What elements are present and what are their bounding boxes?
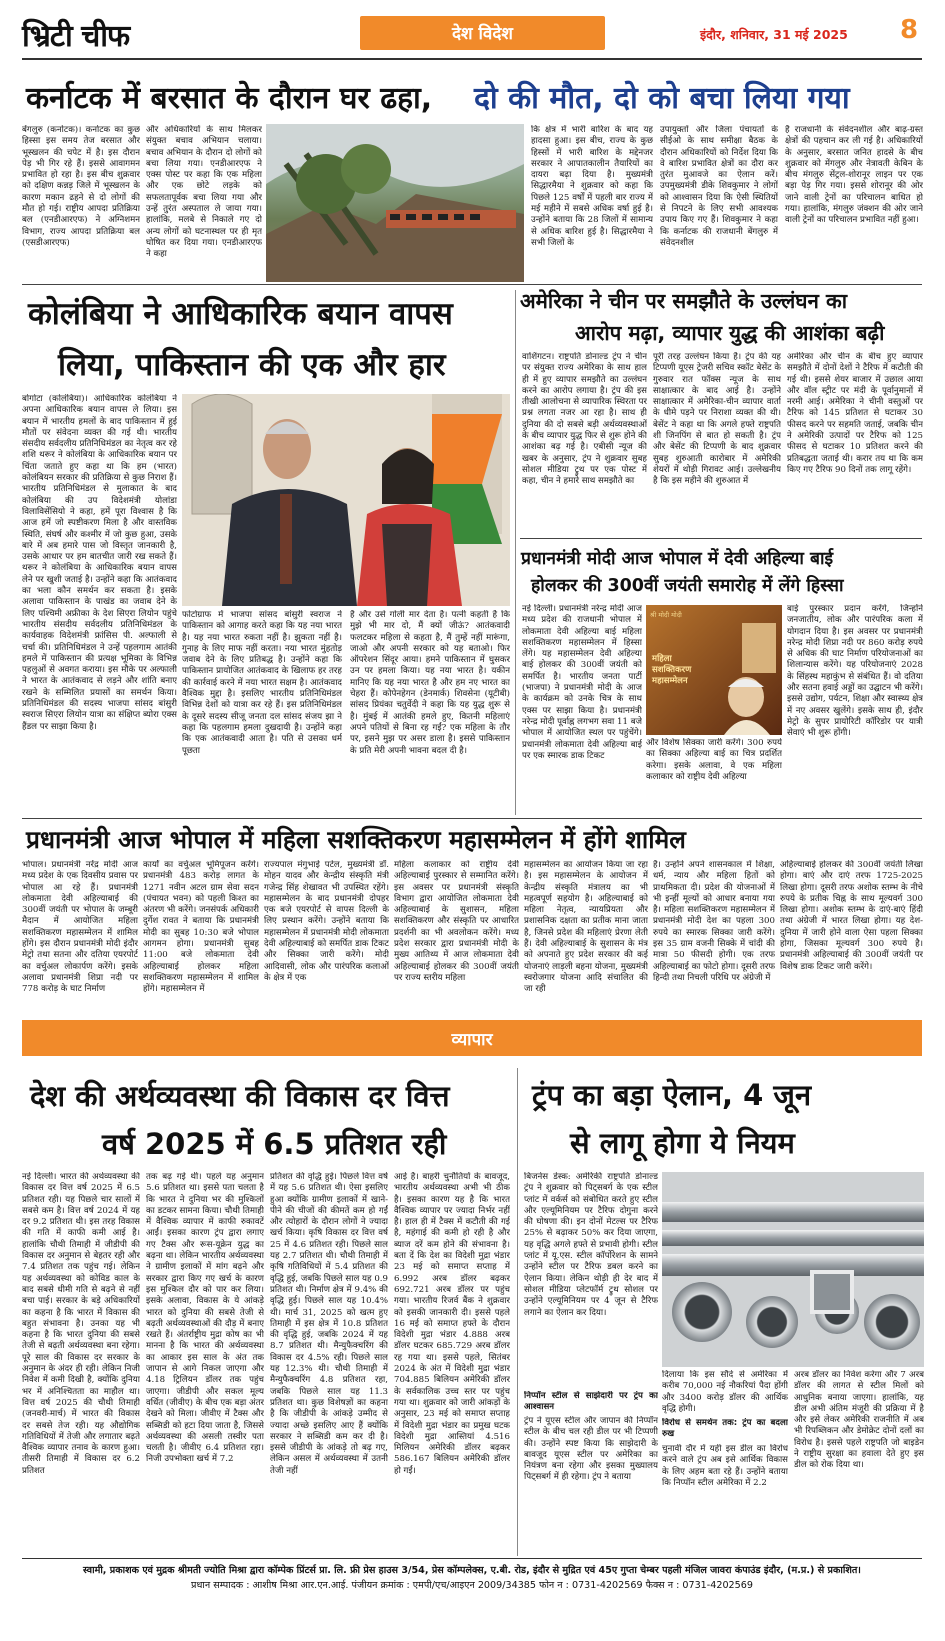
a1-col2: और अधिकारियों के साथ मिलकर संयुक्त बचाव अभियान चलाया। बचाव अभियान के दौरान दो लोगों को बचा लिया गया। एनडीआरएफ ने एक्स पोस्ट पर कहा कि एक महिला और एक छोटे लड़के को सफलतापूर्वक बचा लिया गया और उन्हें तुरंत अस्पताल ले जाया गया। हालांकि, मलबे से निकाले गए दो अन्य लोगों को घटनास्थल पर ही मृत घोषित कर दिया गया। एनडीआरएफ ने कहा [146,125,262,260]
a4-headline-line1: प्रधानमंत्री मोदी आज भोपाल में देवी अहिल्या बाई [521,549,834,569]
a5-col2: कार्यों का वर्चुअल भूमिपूजन करेंगे। प्रधानमंत्री 483 करोड़ लागत के 1271 नवीन अटल ग्राम सेवा सदन (पंचायत भवन) को पहली किश्त का अंतरण भी करेंगे। जनसंपर्क अधिकारी दुर्गेश रावत ने बताया कि प्रधानमंत्री मोदी का सुबह 10:30 बजे भोपाल आगमन होगा। प्रधानमंत्री सुबह 11:00 बजे लोकमाता देवी अहिल्याबाई होलकर महिला सशक्तिकरण महासम्मेलन में शामिल होंगे। महासम्मेलन में [143,860,259,995]
steel-pipes-photo [662,1172,924,1367]
a6-col4: आई है। बाहरी चुनौतियों के बावजूद, भारतीय अर्थव्यवस्था अभी भी ठीक है। इसका कारण यह है कि भारत वैश्विक व्यापार पर ज्यादा निर्भर नहीं है। हाल ही में टैक्स में कटौती की गई है, महंगाई की कमी हो रही है और ब्याज दरें कम होने की संभावना है। बता दें कि देश का विदेशी मुद्रा भंडार 23 मई को समाप्त सप्ताह में 6.992 अरब डॉलर बढ़कर 692.721 अरब डॉलर पर पहुंच गया। भारतीय रिजर्व बैंक ने शुक्रवार को इसकी जानकारी दी। इससे पहले 16 मई को समाप्त हफ्ते के दौरान विदेशी मुद्रा भंडार 4.888 अरब डॉलर घटकर 685.729 अरब डॉलर रह गया था। इससे पहले, सितंबर 2024 के अंत में विदेशी मुद्रा भंडार 704.885 बिलियन अमेरिकी डॉलर के सर्वकालिक उच्च स्तर पर पहुंच गया था। शुक्रवार को जारी आंकड़ों के अनुसार, 23 मई को समाप्त सप्ताह में विदेशी मुद्रा भंडार का प्रमुख घटक विदेशी मुद्रा आस्तियां 4.516 मिलियन अमेरिकी डॉलर बढ़कर 586.167 बिलियन अमेरिकी डॉलर हो गईं। [394,1172,510,1476]
a5-col7: अहिल्याबाई होलकर की 300वीं जयंती लिखा होगा। बाएं और दाएं तरफ 1725-2025 लिखा होगा। दूसरी तरफ अशोक स्तम्भ के नीचे रुपये के प्रतीक चिह्न के साथ मूल्यवर्ग 300 लिखा होगा। अशोक स्तम्भ के दाएं-बाएं हिंदी तथा अंग्रेजी में भारत लिखा होगा। यह देश-दुनिया में जारी होने वाला ऐसा पहला सिक्का होगा, जिसका मूल्यवर्ग 300 रुपये है। प्रधानमंत्री अहिल्याबाई की 300वीं जयंती पर विशेष डाक टिकट जारी करेंगे। [780,860,923,972]
imprint-line-2: प्रधान सम्पादक : आशीष मिश्रा आर.एन.आई. पंजीयन क्रमांक : एमपी/एच/आइएन 2009/34385 फोन न : 0731-4202569 फैक्स न : 0731-4202569 [191,1580,753,1591]
a2-headline-line1: कोलंबिया ने आधिकारिक बयान वापस [28,296,453,332]
delegation-photo [182,394,510,606]
business-band-title: व्यापार [451,1030,493,1050]
footer-rule [22,1558,922,1559]
a5-col4: महिला कलाकार को राष्ट्रीय देवी अहिल्याबाई पुरस्कार से सम्मानित करेंगे। इस अवसर पर प्रधानमंत्री संस्कृति विभाग द्वारा आयोजित लोकमाता देवी अहिल्याबाई के सुशासन, महिला सशक्तिकरण और संस्कृति पर आधारित प्रदर्शनी का भी अवलोकन करेंगे। मध्य प्रदेश सरकार द्वारा प्रधानमंत्री मोदी के मुख्य आतिथ्य में आज लोकमाता देवी अहिल्याबाई होलकर की 300वीं जयंती पर राज्य स्तरीय महिला [394,860,519,983]
a3-col2: पूरी तरह उल्लंघन किया है। ट्रंप की यह टिप्पणी यूएस ट्रेजरी सचिव स्कॉट बेसेंट के गुरुवार रात फॉक्स न्यूज के साथ साक्षात्कार के बाद आई है। उन्होंने साक्षात्कार में अमेरिका-चीन व्यापार वार्ता के धीमे पड़ने पर निराशा व्यक्त की थी। बेसेंट ने कहा था कि अगले हफ्ते राष्ट्रपति शी जिनपिंग से बात हो सकती है। ट्रंप और बेसेंट की टिप्पणी के बाद शुक्रवार सुबह शुरुआती कारोबार में अमेरिकी शेयरों में थोड़ी गिरावट आई। उल्लेखनीय है कि इस महीने की शुरुआत में [653,352,781,487]
masthead: भ्रिटी चीफ [22,19,130,54]
a1-headline-black: कर्नाटक में बरसात के दौरान घर ढहा, [26,81,433,116]
a2-col3: है और उसे गोली मार देता है। पत्नी कहती है कि मुझे भी मार दो, मैं क्यों जीऊं? आतंकवादी फलटकर महिला से कहता है, मैं तुम्हें नहीं मारूंगा, जाओ और अपनी सरकार को यह बताओ। फिर ऑपरेशन सिंदूर आया। हमने पाकिस्तान में घुसकर उन पर हमला किया। यह नया भारत है। यकीन मानिए कि यह नया भारत है और हम नए भारत का चेहरा हैं। कोपेनहेगन (डेनमार्क) शिवसेना (यूटीबी) सांसद प्रियंका चतुर्वेदी ने कहा कि यह युद्ध शुरू से है। मुंबई में आतंकी हमले हुए, कितनी महिलाएं अपने पतियों से बिना रह गईं? एक महिला के तौर पर, इसने मुझ पर असर डाला है। इससे पाकिस्तान के प्रति मेरी अपनी भावना बदल दी है। [350,610,510,756]
a6-col3: प्रतिशत की वृद्धि हुई। पिछले वित्त वर्ष में यह 5.6 प्रतिशत थी। ऐसा इसलिए हुआ क्योंकि ग्रामीण इलाकों में खाने-पीने की चीजों की कीमतें कम हो गईं और त्योहारों के दौरान लोगों ने ज्यादा खर्च किया। कृषि विकास दर वित्त वर्ष 25 में 4.6 प्रतिशत रही। पिछले साल यह 2.7 प्रतिशत थी। चौथी तिमाही में कृषि गतिविधियों में 5.4 प्रतिशत की वृद्धि हुई, जबकि पिछले साल यह 0.9 प्रतिशत थी। निर्माण क्षेत्र में 9.4% की वृद्धि हुई। पिछले साल यह 10.4% थी। मार्च 31, 2025 को खत्म हुए तिमाही में इस क्षेत्र में 10.8 प्रतिशत की वृद्धि हुई, जबकि 2024 में यह 8.7 प्रतिशत थी। मैन्युफैक्चरिंग की विकास दर 4.5% रही। पिछले साल यह 12.3% थी। चौथी तिमाही में मैन्युफैक्चरिंग 4.8 प्रतिशत रहा, जबकि पिछले साल यह 11.3 प्रतिशत था। कुछ विशेषज्ञों का कहना है कि जीडीपी के आंकड़े उम्मीद से ज्यादा अच्छे इसलिए आए हैं क्योंकि सरकार ने सब्सिडी कम कर दी है। इससे जीडीपी के आंकड़े तो बढ़ गए, लेकिन असल में अर्थव्यवस्था में उतनी तेजी नहीं [270,1172,388,1476]
a2-col1: बोगोटा (कोलंबिया)। आधिकारिक कोलंबिया ने अपना आधिकारिक बयान वापस ले लिया। इस बयान में भारतीय हमलों के बाद पाकिस्तान में हुई मौतों पर संवेदना व्यक्त की गई थी। भारतीय संसदीय सर्वदलीय प्रतिनिधिमंडल का नेतृत्व कर रहे शशि थरूर ने कोलंबिया के आधिकारिक बयान पर चिंता जताते हुए कहा था कि हम (भारत) कोलंबियन सरकार की प्रतिक्रिया से कुछ निराश हैं। भारतीय प्रतिनिधिमंडल से मुलाकात के बाद कोलंबिया की उप विदेशमंत्री योलांडा विलाविसेंसियो ने कहा, हमें पूरा विश्वास है कि आज हमें जो स्पष्टीकरण मिला है और वास्तविक स्थिति, संघर्ष और कश्मीर में जो कुछ हुआ, उसके बारे में अब हमारे पास जो विस्तृत जानकारी है, उसके आधार पर हम बातचीत जारी रख सकते हैं। थरूर ने कोलंबिया के आधिकारिक बयान वापस लेने पर खुशी जताई है। उन्होंने कहा कि आतंकवाद का भला कौन समर्थन कर सकता है। इसके अलावा पाकिस्तान के पाखंड का जवाब देने के लिए पश्चिमी अफ्रीका के देश सिएरा लियोन पहुंचे भारतीय संसदीय सर्वदलीय प्रतिनिधिमंडल के कार्यवाहक विदेशमंत्री फ्रांसिस पी. अल्फाली से चर्चा की। प्रतिनिधिमंडल ने उन्हें पहलगाम आतंकी हमले में पाकिस्तान की प्रत्यक्ष भूमिका के विभिन्न पहलुओं से अवगत कराया। इस मौके पर अल्फाली ने भारत के आतंकवाद से लड़ने और शांति बनाए रखने के सम्मिलित प्रयासों का समर्थन किया। प्रतिनिधिमंडल की सदस्य भाजपा सांसद बांसुरी स्वराज सिएरा लियोन यात्रा का संक्षिप्त ब्योरा एक्स हैंडल पर साझा किया है। [22,394,177,732]
a3-col1: वाशिंगटन। राष्ट्रपति डोनाल्ड ट्रंप ने चीन पर संयुक्त राज्य अमेरिका के साथ हाल ही में हुए व्यापार समझौते का उल्लंघन करने का आरोप लगाया है। ट्रंप की इस तीखी आलोचना से व्यापारिक स्थिरता पर प्रश्न लगता नजर आ रहा है। साथ ही दुनिया की दो सबसे बड़ी अर्थव्यवस्थाओं के बीच व्यापार युद्ध फिर से शुरू होने की आशंका बढ़ गई है। एबीसी न्यूज की खबर के अनुसार, ट्रंप ने शुक्रवार सुबह सोशल मीडिया ट्रुथ पर एक पोस्ट में कहा, चीन ने हमारे साथ समझौते का [522,352,647,487]
page-number: 8 [900,15,919,45]
a7-col1: बिजनेस डेस्क: अमेरिकी राष्ट्रपति डोनाल्ड ट्रंप ने शुक्रवार को पिट्सबर्ग के एक स्टील प्लांट में वर्कर्स को संबोधित करते हुए स्टील और एल्यूमिनियम पर टैरिफ दोगुना करने की घोषणा की। इन दोनों मेटल्स पर टैरिफ 25% से बढ़ाकर 50% कर दिया जाएगा, यह वृद्धि अगले हफ्ते से प्रभावी होगी। स्टील प्लांट में यू.एस. स्टील कॉर्पोरेशन के सामने उन्होंने स्टील पर टैरिफ डबल करने का ऐलान किया। लेकिन थोड़ी ही देर बाद में सोशल मीडिया प्लेटफॉर्म ट्रुथ सोशल पर उन्होंने एल्यूमिनियम पर 4 जून से टैरिफ लगाने का ऐलान कर दिया। [524,1172,658,1318]
a5-col5: महासम्मेलन का आयोजन किया जा रहा है। इस महासम्मेलन के आयोजन में केन्द्रीय संस्कृति मंत्रालय का भी महत्वपूर्ण सहयोग है। अहिल्याबाई को महिला नेतृत्व, न्यायप्रियता और प्रशासनिक दक्षता का प्रतीक माना जाता है, जिनसे प्रदेश की महिलाएं प्रेरणा लेती हैं। देवी अहिल्याबाई के सुशासन के मंत्र को अपनाते हुए प्रदेश सरकार की कई योजनाएं लाड़ली बहना योजना, मुख्यमंत्री स्वरोजगार योजना आदि संचालित की जा रही [524,860,648,995]
a1-col5: है राजधानी के संवेदनशील और बाढ़-ग्रस्त क्षेत्रों की पहचान कर ली गई है। अधिकारियों के अनुसार, बरसात जनित हादसे के बीच शुक्रवार को मेंगलुरु और नेत्रावती केबिन के बीच मंगलुरु सेंट्रल-शोरानूर लाइन पर एक बड़ा पेड़ गिर गया। इससे शोरानूर की ओर जाने वाली ट्रेनों का परिचालन बाधित हो गया। हालांकि, मंगलुरु जंक्शन की ओर जाने वाली ट्रेनों का परिचालन प्रभावित नहीं हुआ। [785,125,923,226]
a2-col2: फोटोग्राफ में भाजपा सांसद बांसुरी स्वराज ने पाकिस्तान को आगाह करते कहा कि यह नया भारत है। यह नया भारत रुकता नहीं है। झुकता नहीं है। गुनाह के लिए माफ नहीं करता। नया भारत मुंहतोड़ जवाब देने के लिए प्रतिबद्ध है। उन्होंने कहा कि पाकिस्तान प्रायोजित आतंकवाद के खिलाफ हर तरह की कार्रवाई करने में नया भारत सक्षम है। आतंकवाद वैश्विक मुद्दा है। इसलिए भारतीय प्रतिनिधिमंडल विभिन्न देशों को यात्रा कर रहे हैं। इस प्रतिनिधिमंडल के दूसरे सदस्य सीजू जनता दल सांसद संजय झा ने कहा कि पहलगाम हमला दुखदायी है। उन्होंने कहा कि एक आतंकवादी आता है। पति से उसका धर्म पूछता [182,610,342,756]
divider [515,290,516,815]
divider [22,818,922,819]
a7-col2: दिलाया कि इस सौदे से अमेरिका में करीब 70,000 नई नौकरियां पैदा होंगी और 3400 करोड़ डॉलर की आर्थिक वृद्धि होगी। [662,1370,788,1414]
a6-col2: तक बढ़ गई थी। पहले यह अनुमान 5.6 प्रतिशत था। इससे पता चलता है कि भारत ने दुनिया भर की मुश्किलों का डटकर सामना किया। चौथी तिमाही में वैश्विक व्यापार में काफी रुकावटें आईं। इसका कारण ट्रंप द्वारा लगाए गए टैक्स और रूस-यूक्रेन युद्ध का बढ़ना था। लेकिन भारतीय अर्थव्यवस्था ने ग्रामीण इलाकों में मांग बढ़ने और सरकार द्वारा किए गए खर्च के कारण इस मुश्किल दौर को पार कर लिया। इसके अलावा, विकास के ये आंकड़े भारत को दुनिया की सबसे तेजी से बढ़ती अर्थव्यवस्थाओं की दौड़ में बनाए रखते हैं। अंतर्राष्ट्रीय मुद्रा कोष का भी मानना है कि भारत की अर्थव्यवस्था का आकार इस साल के अंत तक जापान से आगे निकल जाएगा और 4.18 ट्रिलियन डॉलर तक पहुंच जाएगा। जीडीपी और सकल मूल्य वर्धित (जीवीए) के बीच एक बड़ा अंतर देखने को मिला। जीवीए में टैक्स और सब्सिडी को हटा दिया जाता है, जिससे अर्थव्यवस्था की असली तस्वीर पता चलती है। जीवीए 6.4 प्रतिशत रहा। निजी उपभोक्ता खर्च में 7.2 [146,1172,264,1465]
a3-headline-line1: अमेरिका ने चीन पर समझौते के उल्लंघन का [520,289,848,313]
a5-col1: भोपाल। प्रधानमंत्री नरेंद्र मोदी आज मध्य प्रदेश के एक दिवसीय प्रवास पर भोपाल आ रहे हैं। प्रधानमंत्री लोकमाता देवी अहिल्याबाई की 300वीं जयंती पर भोपाल के जम्बूरी मैदान में आयोजित महिला सशक्तिकरण महासम्मेलन में शामिल होंगे। इस दौरान प्रधानमंत्री मोदी इंदौर मेट्रो तथा सतना और दतिया एयरपोर्ट का वर्चुअल लोकार्पण करेंगे। इसके अलावा प्रधानमंत्री शिप्रा नदी पर 778 करोड़ के घाट निर्माण [22,860,138,995]
divider [22,284,922,285]
poster-title: महिला सशक्तिकरण महासम्मेलन [652,654,692,686]
a6-headline-line2: वर्ष 2025 में 6.5 प्रतिशत रही [102,1127,447,1161]
a7-sub2: विरोध से समर्थन तक: ट्रंप का बदला रुख [662,1418,788,1440]
a4-col1: नई दिल्ली। प्रधानमंत्री नरेन्द्र मोदी आज मध्य प्रदेश की राजधानी भोपाल में लोकमाता देवी अहिल्या बाई महिला सशक्तिकरण महासम्मेलन में हिस्सा लेंगे। यह महासम्मेलन देवी अहिल्या बाई होलकर की 300वीं जयंती को समर्पित है। भारतीय जनता पार्टी (भाजपा) ने प्रधानमंत्री मोदी के आज के कार्यक्रम को उनके चित्र के साथ एक्स पर साझा किया है। प्रधानमंत्री नरेन्द्र मोदी पूर्वाह्न लगभग सवा 11 बजे भोपाल में आयोजित स्थल पर पहुंचेंगे। प्रधानमंत्री लोकमाता देवी अहिल्या बाई पर एक स्मारक डाक टिकट [522,604,642,761]
a7-col1b: ट्रंप ने यूएस स्टील और जापान की निप्पॉन स्टील के बीच चल रही डील पर भी टिप्पणी की। उन्होंने स्पष्ट किया कि साझेदारी के बावजूद यूएस स्टील पर अमेरिका का नियंत्रण बना रहेगा और इसका मुख्यालय पिट्सबर्ग में ही रहेगा। ट्रंप ने बताया [524,1416,658,1483]
divider [517,1068,518,1556]
a1-col3: कि क्षेत्र में भारी बारिश के बाद यह हादसा हुआ। इस बीच, राज्य के कुछ हिस्सों में भारी बारिश के मद्देनजर सरकार ने आपातकालीन तैयारियों का दायरा बढ़ा दिया है। मुख्यमंत्री सिद्धारमैया ने शुक्रवार को कहा कि पिछले 125 वर्षों में पहली बार राज्य में मई महीने में सबसे अधिक वर्षा हुई है। उन्होंने बताया कि 28 जिलों में सामान्य से अधिक बारिश हुई है। सिद्धारमैया ने सभी जिलों के [531,125,653,248]
a1-col1: बेंगलुरु (कर्नाटक)। कर्नाटक का कुछ हिस्सा इस समय तेज बरसात और भूस्खलन की चपेट में है। इस दौरान पेड़ भी गिर रहे हैं। इससे आवागमन प्रभावित हो रहा है। इस बीच शुक्रवार को दक्षिण कन्नड़ जिले में भूस्खलन के कारण मकान ढहने से दो लोगों की मौत हो गई। राष्ट्रीय आपदा प्रतिक्रिया बल (एनडीआरएफ) ने अग्निशमन विभाग, राज्य आपदा प्रतिक्रिया बल (एसडीआरएफ) [22,125,140,248]
a6-col1: नई दिल्ली। भारत की अर्थव्यवस्था की विकास दर वित्त वर्ष 2025 में 6.5 प्रतिशत रही। यह पिछले चार सालों में सबसे कम है। वित्त वर्ष 2024 में यह दर 9.2 प्रतिशत थी। इस तरह विकास की गति में काफी कमी आई है। हालांकि चौथी तिमाही में जीडीपी की विकास दर अनुमान से बेहतर रही और 7.4 प्रतिशत तक पहुंच गई। लेकिन यह अर्थव्यवस्था को कोविड काल के बाद सबसे धीमी गति से बढ़ने से नहीं बचा पाई। सरकार के बड़े अधिकारियों का कहना है कि भारत में विकास की बहुत संभावना है। उनका यह भी कहना है कि भारत दुनिया की सबसे तेजी से बढ़ती अर्थव्यवस्था बना रहेगा। पूरे साल की विकास दर सरकार के अनुमान के अंदर ही रही। लेकिन निजी निवेश में कमी दिखी है, क्योंकि दुनिया भर में अनिश्चितता का माहौल था। वित्त वर्ष 2025 की चौथी तिमाही (जनवरी-मार्च) में भारत की विकास दर सबसे तेज रही। यह औद्योगिक गतिविधियों में तेजी और लगातार बढ़ते वैश्विक व्यापार तनाव के कारण हुआ। तीसरी तिमाही में विकास दर 6.2 प्रतिशत [22,1172,140,1476]
a4-col3: बाई पुरस्कार प्रदान करेंगे, जिन्होंने जनजातीय, लोक और पारंपरिक कला में योगदान दिया है। इस अवसर पर प्रधानमंत्री नरेन्द्र मोदी शिप्रा नदी पर 860 करोड़ रुपये से अधिक की घाट निर्माण परियोजनाओं का शिलान्यास करेंगे। यह परियोजनाएं 2028 के सिंहस्थ महाकुंभ से संबंधित हैं। वो दतिया और सतना हवाई अड्डों का उद्घाटन भी करेंगे। इससे उद्योग, पर्यटन, शिक्षा और स्वास्थ्य क्षेत्र में नए अवसर खुलेंगे। इसके साथ ही, इंदौर मेट्रो के सुपर प्रायोरिटी कॉरिडोर पर यात्री सेवाएं भी शुरू होंगी। [787,604,923,739]
a1-headline-blue: दो की मौत, दो को बचा लिया गया [474,81,850,116]
landslide-photo [266,124,524,282]
a3-headline-line2: आरोप मढ़ा, व्यापार युद्ध की आशंका बढ़ी [575,321,885,345]
a7-col2b: चुनावी दौर में यही इस डील का विरोध करने वाले ट्रंप अब इसे आर्थिक विकास के लिए अहम बता रहे हैं। उन्होंने बताया कि निप्पॉन स्टील अमेरिका में 2.2 [662,1444,788,1488]
dateline: इंदौर, शनिवार, 31 मई 2025 [700,27,848,42]
a7-col3: अरब डॉलर का निवेश करेगा और 7 अरब डॉलर की लागत से स्टील मिलों को आधुनिक बनाया जाएगा। हालांकि, यह डील अभी अंतिम मंजूरी की प्रक्रिया में है और इसे लेकर अमेरिकी राजनीति में अब भी रिपब्लिकन और डेमोक्रेट दोनों दलों का विरोध है। इससे पहले राष्ट्रपति जो बाइडेन ने राष्ट्रीय सुरक्षा का हवाला देते हुए इस डील को रोक दिया था। [794,1370,924,1471]
divider [520,538,922,539]
a2-headline-line2: लिया, पाकिस्तान की एक और हार [58,347,446,383]
a5-col6: है। उन्होंने अपने शासनकाल में शिक्षा, धर्म, न्याय और महिला हितों को प्राथमिकता दी। प्रदेश की योजनाओं में भी इन्हीं मूल्यों को आधार बनाया गया है। महिला सशक्तिकरण महासम्मेलन में प्रधानमंत्री मोदी देश का पहला 300 रुपये का स्मारक सिक्का जारी करेंगे। इस 35 ग्राम वजनी सिक्के में चांदी की मात्रा 50 फीसदी होगी। एक तरफ अहिल्याबाई का फोटो होगा। दूसरी तरफ हिन्दी तथा निचली परिधि पर अंग्रेजी में [653,860,775,983]
a4-col2: और विशेष सिक्का जारी करेंगे। 300 रुपये का सिक्का अहिल्या बाई का चित्र प्रदर्शित करेगा। इसके अलावा, वे एक महिला कलाकार को राष्ट्रीय देवी अहिल्या [646,738,782,782]
header-rule [22,58,922,60]
a4-headline-line2: होलकर की 300वीं जयंती समारोह में लेंगे हिस्सा [531,576,844,596]
a1-col4: उपायुक्तों और जिला पंचायतों के सीईओ के साथ समीक्षा बैठक के दौरान अधिकारियों को निर्देश दिया कि वे बारिश प्रभावित क्षेत्रों का दौरा कर तुरंत मुआवजे का ऐलान करें। उपमुख्यमंत्री डीके शिवकुमार ने लोगों को आश्वासन दिया कि ऐसी स्थितियों से निपटने के लिए सभी आवश्यक उपाय किए गए हैं। शिवकुमार ने कहा कि कर्नाटक की राजधानी बेंगलुरु में संवेदनशील [660,125,778,248]
a6-headline-line1: देश की अर्थव्यवस्था की विकास दर वित्त [30,1079,450,1113]
a3-col3: अमेरिका और चीन के बीच हुए व्यापार समझौते में दोनों देशों ने टैरिफ में कटौती की गई थी। इससे शेयर बाजार में उछाल आया और वॉल स्ट्रीट पर मंदी के पूर्वानुमानों में नरमी आई। अमेरिका ने चीनी वस्तुओं पर टैरिफ को 145 प्रतिशत से घटाकर 30 फीसद करने पर सहमति जताई, जबकि चीन ने अमेरिकी उत्पादों पर टैरिफ को 125 फीसद से घटाकर 10 प्रतिशत करने की प्रतिबद्धता जताई थी। करार तय था कि कम किए गए टैरिफ 90 दिनों तक लागू रहेंगे। [787,352,923,475]
a5-col3: राज्यपाल मंगुभाई पटेल, मुख्यमंत्री डॉ. मोहन यादव और केन्द्रीय संस्कृति मंत्री गजेन्द्र सिंह शेखावत भी उपस्थित रहेंगे। महासम्मेलन के बाद प्रधानमंत्री दोपहर एक बजे एयरपोर्ट से वापस दिल्ली के लिए प्रस्थान करेंगे। उन्होंने बताया कि महासम्मेलन में प्रधानमंत्री मोदी लोकमाता देवी अहिल्याबाई को समर्पित डाक टिकट और सिक्का जारी करेंगे। मोदी आदिवासी, लोक और पारंपरिक कलाओं के क्षेत्र में एक [264,860,389,983]
a7-headline-line2: से लागू होगा ये नियम [570,1126,795,1160]
a7-headline-line1: ट्रंप का बड़ा ऐलान, 4 जून [532,1078,812,1112]
section-title: देश विदेश [452,24,513,44]
poster-top-text: श्री मोदी मोदी [650,611,682,619]
a7-sub1: निप्पॉन स्टील से साझेदारी पर ट्रंप का आश्वासन [524,1391,658,1413]
imprint-line-1: स्वामी, प्रकाशक एवं मुद्रक श्रीमती ज्योति मिश्रा द्वारा कॉम्पेक प्रिंटर्स प्रा. लि. फ्री प्रेस हाउस 3/54, प्रेस कॉम्पलेक्स, ए.बी. रोड, इंदौर से मुद्रित एवं 45ए गुप्ता चेम्बर पहली मंजिल जावरा कंपाउंड इंदौर, (म.प्र.) से प्रकाशित। [83,1565,861,1576]
a5-headline: प्रधानमंत्री आज भोपाल में महिला सशक्तिकरण महासम्मेलन में होंगे शामिल [26,825,686,854]
